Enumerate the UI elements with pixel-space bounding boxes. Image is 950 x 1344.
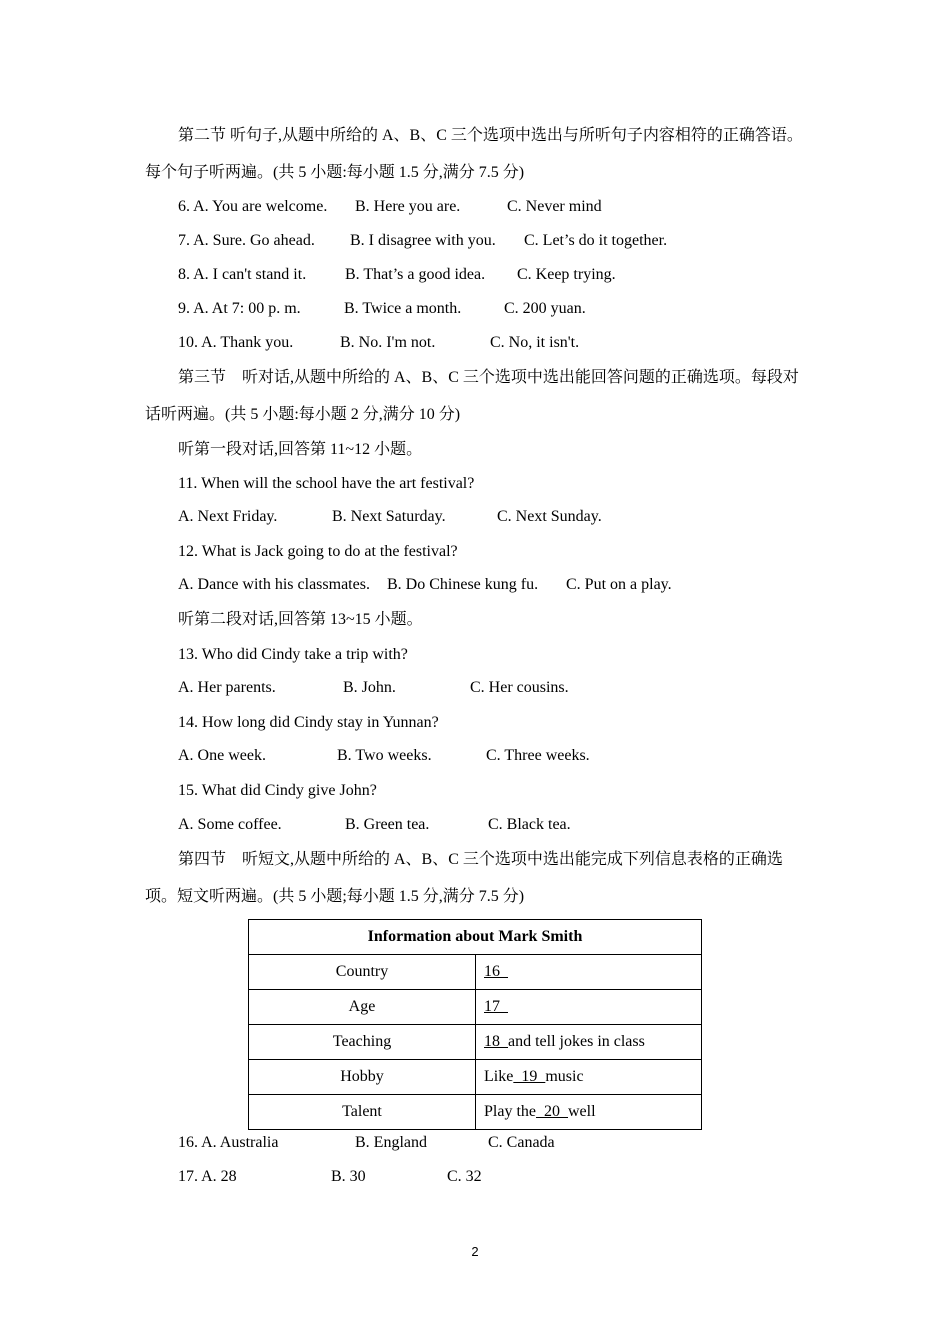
q6-option-a: 6. A. You are welcome. [178,198,328,215]
q10-option-a: 10. A. Thank you. [178,334,294,351]
q11-option-a: A. Next Friday. [178,508,278,525]
q11-stem: 11. When will the school have the art festival? [178,475,475,492]
value-prefix: Play the [484,1103,536,1120]
q7-option-a: 7. A. Sure. Go ahead. [178,232,315,249]
q14-option-b: B. Two weeks. [337,747,432,764]
section2-heading-line1: 第二节 听句子,从题中所给的 A、B、C 三个选项中选出与所听句子内容相符的正确答语。 [178,127,803,144]
q6-option-b: B. Here you are. [355,198,461,215]
section2-heading-line2: 每个句子听两遍。(共 5 小题:每小题 1.5 分,满分 7.5 分) [145,164,525,181]
q17-option-c: C. 32 [447,1168,482,1185]
q17-option-b: B. 30 [331,1168,366,1185]
section3-heading-line2: 话听两遍。(共 5 小题:每小题 2 分,满分 10 分) [145,406,461,423]
q15-option-a: A. Some coffee. [178,816,282,833]
dialog2-intro: 听第二段对话,回答第 13~15 小题。 [178,611,423,628]
blank-16: 16 [484,963,508,980]
row-value-hobby [476,1060,702,1095]
row-value-talent [476,1095,702,1130]
blank-20: 20 [536,1103,568,1120]
q8-option-b: B. That’s a good idea. [345,266,486,283]
q13-option-a: A. Her parents. [178,679,276,696]
q14-option-a: A. One week. [178,747,266,764]
q8-option-a: 8. A. I can't stand it. [178,266,307,283]
q15-stem: 15. What did Cindy give John? [178,782,377,799]
row-label-talent: Talent [249,1095,476,1130]
q12-option-b: B. Do Chinese kung fu. [387,576,539,593]
q12-option-a: A. Dance with his classmates. [178,576,370,593]
q13-stem: 13. Who did Cindy take a trip with? [178,646,408,663]
row-value-country [476,955,702,990]
table-row [249,1060,702,1095]
q16-option-b: B. England [355,1134,427,1151]
table-row [249,990,702,1025]
page-number: 2 [471,1244,479,1259]
section3-heading-line1: 第三节 听对话,从题中所给的 A、B、C 三个选项中选出能回答问题的正确选项。每段对 [178,369,799,386]
section4-heading-line2: 项。短文听两遍。(共 5 小题;每小题 1.5 分,满分 7.5 分) [145,888,525,905]
table-header-row [249,920,702,955]
dialog1-intro: 听第一段对话,回答第 11~12 小题。 [178,441,423,458]
q15-option-c: C. Black tea. [488,816,571,833]
q9-option-b: B. Twice a month. [344,300,462,317]
row-label-country: Country [249,955,476,990]
q15-option-b: B. Green tea. [345,816,430,833]
q7-option-b: B. I disagree with you. [350,232,496,249]
table-row [249,1025,702,1060]
q6-option-c: C. Never mind [507,198,602,215]
row-value-age [476,990,702,1025]
row-label-hobby: Hobby [249,1060,476,1095]
row-label-teaching: Teaching [249,1025,476,1060]
q14-option-c: C. Three weeks. [486,747,590,764]
q9-option-c: C. 200 yuan. [504,300,586,317]
q16-option-c: C. Canada [488,1134,555,1151]
table-title: Information about Mark Smith [249,920,702,955]
q14-stem: 14. How long did Cindy stay in Yunnan? [178,714,439,731]
q13-option-b: B. John. [343,679,396,696]
blank-17: 17 [484,998,508,1015]
q10-option-c: C. No, it isn't. [490,334,580,351]
section4-heading-line1: 第四节 听短文,从题中所给的 A、B、C 三个选项中选出能完成下列信息表格的正确选 [178,851,783,868]
q7-option-c: C. Let’s do it together. [524,232,668,249]
row-label-age: Age [249,990,476,1025]
q8-option-c: C. Keep trying. [517,266,616,283]
table-row [249,1095,702,1130]
value-suffix: well [568,1103,596,1120]
blank-19: 19 [513,1068,546,1085]
q16-option-a: 16. A. Australia [178,1134,279,1151]
q13-option-c: C. Her cousins. [470,679,569,696]
value-prefix: Like [484,1068,514,1085]
info-table [248,919,702,1130]
q11-option-b: B. Next Saturday. [332,508,446,525]
q12-stem: 12. What is Jack going to do at the festival? [178,543,458,560]
q17-option-a: 17. A. 28 [178,1168,237,1185]
blank-18: 18 [484,1033,508,1050]
table-row [249,955,702,990]
q9-option-a: 9. A. At 7: 00 p. m. [178,300,301,317]
q12-option-c: C. Put on a play. [566,576,672,593]
value-suffix: and tell jokes in class [508,1033,645,1050]
q10-option-b: B. No. I'm not. [340,334,436,351]
value-suffix: music [545,1068,584,1085]
q11-option-c: C. Next Sunday. [497,508,602,525]
row-value-teaching [476,1025,702,1060]
